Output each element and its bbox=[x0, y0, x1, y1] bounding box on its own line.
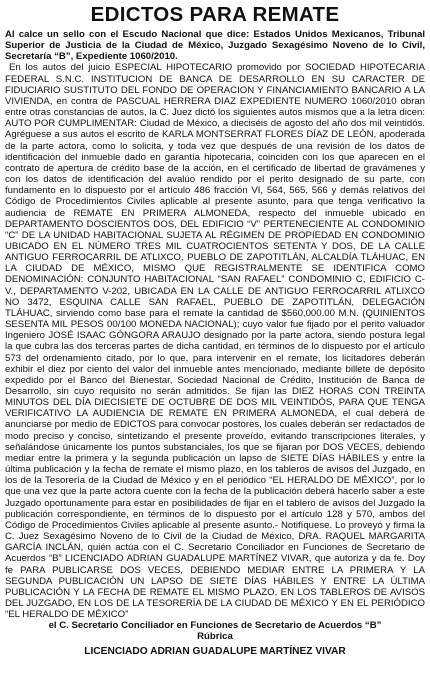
edict-title: EDICTOS PARA REMATE bbox=[90, 3, 340, 26]
edict-body-paragraph: En los autos del juicio ESPECIAL HIPOTECARIO promovido por SOCIEDAD HIPOTECARIA FEDERAL S.N.C. INSTITUCION DE BANCA DE DESARROLLO EN SU CARACTER DE FIDUCIARIO SUSTITUTO DEL FONDO DE OPERACION Y FINANCIAMIENTO BANCARIO A LA VIVIENDA, en contra de PASCUAL HERRERA DIAZ EXPEDIENTE NUMERO 1060/2010 obran entre otras constancias de autos, la C. Juez dictó los siguientes autos mismos que a la letra dicen: AUTO POR CUMPLIMENTAR: Ciudad de México, a dieciséis de agosto del año dos mil veintidós. Agréguese a sus autos el escrito de KARLA MONTSERRAT FLORES DÍAZ DE LEÓN, apoderada de la parte actora, como lo solicita, y toda vez que después de una revisión de los datos de identificación del inmueble dado en garantía hipotecaria, coinciden con los que aparecen en el contrato de apertura de crédito base de la acción, en el certificado de libertad de gravámenes y con los datos de identificación del avalúo rendido por el perito designado de su parte, con fundamento en lo dispuesto por el artículo 486 fracción VI, 564, 565, 566 y demás relativos del Código de Procedimientos Civiles aplicable al presente asunto, para que tenga verificativo la audiencia de REMATE EN PRIMERA ALMONEDA, respecto del inmueble ubicado en DEPARTAMENTO DOSCIENTOS DOS, DEL EDIFICIO “V” PERTENECIENTE AL CONDOMINIO “C” DE LA UNIDAD HABITACIONAL SUJETA AL RÉGIMEN DE PROPIEDAD EN CONDOMINIO UBICADO EN EL NÚMERO TRES MIL CUATROCIENTOS SETENTA Y DOS, DE LA CALLE ANTIGUO FERROCARRIL DE ATLIXCO, PUEBLO DE ZAPOTITLÁN, ALCALDÍA TLÁHUAC, EN LA CIUDAD DE MÉXICO, MISMO QUE REGISTRALMENTE SE IDENTIFICA COMO DENOMINACIÓN: CONJUNTO HABITACIONAL “SAN RAFAEL” CONDOMINIO C, EDIFICIO C-V., DEPARTAMENTO V-202, UBICADA EN LA CALLE DE ANTIGUO FERROCARRIL ATLIXCO NO 3472, ESQUINA CALLE SAN RAFAEL, PUEBLO DE ZAPOTITLÁN, DELEGACIÓN TLÁHUAC, sirviendo como base para el remate la cantidad de $560,000.00 M.N. (QUINIENTOS SESENTA MIL PESOS 00/100 MONEDA NACIONAL); cuyo valor fue fijado por el perito valuador Ingeniero JOSÉ ISAAC GÓNGORA ARAUJO designado por la parte actora, siendo postura legal la que cubra las dos terceras partes de dicha cantidad, en términos de lo dispuesto por el artículo 573 del ordenamiento citado, por lo que, para intervenir en el remate, los licitadores deberán exhibir el diez por ciento del valor del inmueble antes mencionado, mediante billete de depósito expedido por el Banco del Bienestar, Sociedad Nacional de Crédito, Institución de Banca de Desarrollo, sin cuyo requisito no serán admitidos. Se fijan las DIEZ HORAS CON TREINTA MINUTOS DEL DÍA DIECISIETE DE OCTUBRE DE DOS MIL VEINTIDÓS, PARA QUE TENGA VERIFICATIVO LA AUDIENCIA DE REMATE EN PRIMERA ALMONEDA, el cual deberá de anunciarse por medio de EDICTOS para convocar postores, los cuales deberán ser redactados de modo preciso y conciso, sintetizando el presente proveído, evitando transcripciones literales, y señalándose únicamente los puntos substanciales, los que se fijaran por DOS VECES, debiendo mediar entre la primera y la segunda publicación un lapso de SIETE DÍAS HÁBILES y entre la última publicación y la fecha de remate el mismo plazo, en los tableros de avisos del Juzgado, en los de la Tesorería de la Ciudad de México y en el periódico “EL HERALDO DE MÉXICO”, por lo que una vez que la parte actora cuente con la fecha de la publicación deberá hacerlo saber a este Juzgado oportunamente para estar en posibilidades de fijar en el tablero de avisos del Juzgado la publicación correspondiente, en términos de lo dispuesto por el artículo 128 y 570, ambos del Código de Procedimientos Civiles aplicable al presente asunto.- Notifíquese. Lo proveyó y firma la C. Juez Sexagésimo Noveno de lo Civil de la Ciudad de México, DRA. RAQUEL MARGARITA GARCÍA INCLÁN, quién actúa con el C. Secretario Conciliador en Funciones de Secretario de Acuerdos “B” LICENCIADO ADRIAN GUADALUPE MARTÍNEZ VIVAR, que autoriza y da fe. Doy fe PARA PUBLICARSE DOS VECES, DEBIENDO MEDIAR ENTRE LA PRIMERA Y LA SEGUNDA PUBLICACIÓN UN LAPSO DE SIETE DÍAS HÁBILES Y ENTRE LA ÚLTIMA PUBLICACIÓN Y LA FECHA DE REMATE EL MISMO PLAZO, EN LOS TABLEROS DE AVISOS DEL JUZGADO, EN LOS DE LA TESORERÍA DE LA CIUDAD DE MÉXICO Y EN EL PERIÓDICO “EL HERALDO DE MÉXICO” bbox=[5, 62, 425, 621]
rubric-label: Rúbrica bbox=[197, 631, 233, 643]
signer-role: el C. Secretario Conciliador en Funciones de Secretario de Acuerdos “B” bbox=[48, 620, 382, 632]
signer-name: LICENCIADO ADRIAN GUADALUPE MARTÍNEZ VIVAR bbox=[84, 645, 346, 657]
edict-lead-paragraph: Al calce un sello con el Escudo Nacional que dice: Estados Unidos Mexicanos, Tribunal Superior de Justicia de la Ciudad de México, Juzgado Sexagésimo Noveno de lo Civil, Secretaría “B”, Expediente 1060/2010. bbox=[5, 29, 425, 63]
